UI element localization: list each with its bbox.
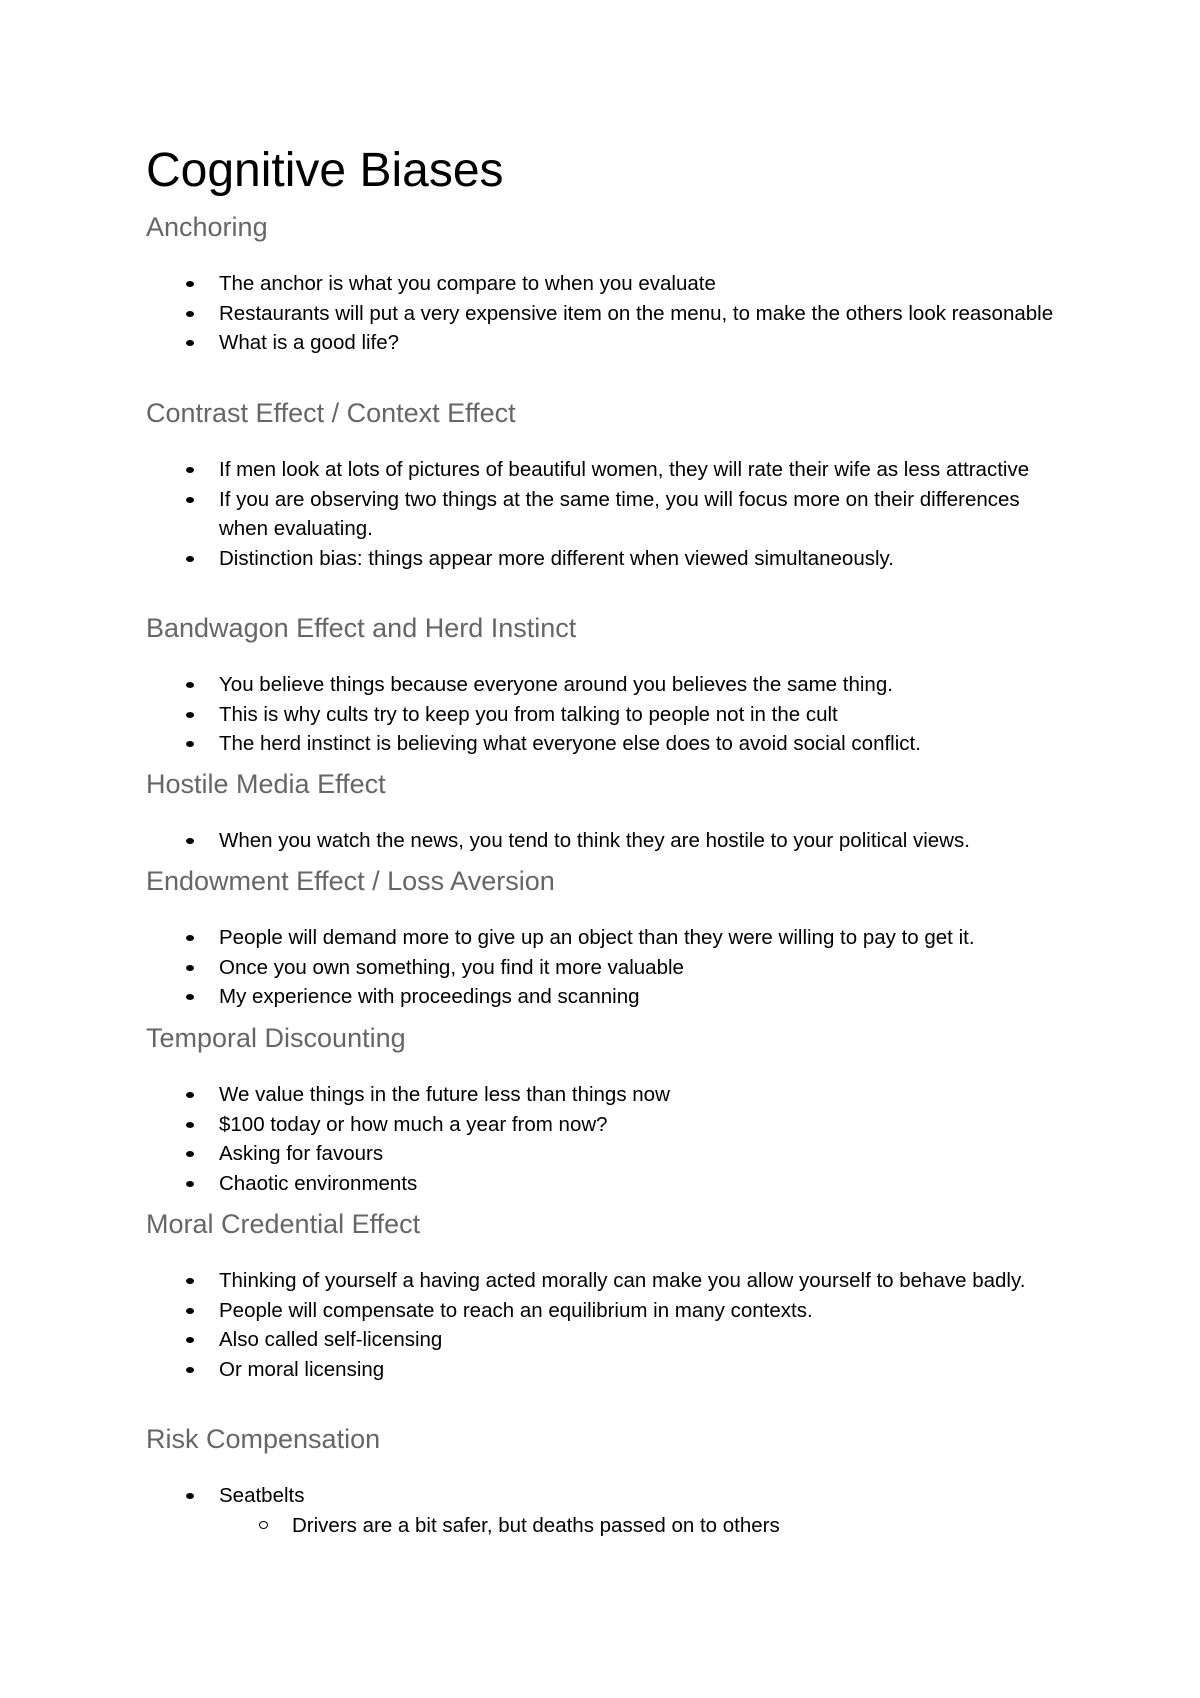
list-item-text: You believe things because everyone around you believes the same thing. xyxy=(219,673,893,696)
bullet-icon xyxy=(186,935,194,941)
list-item xyxy=(146,328,1066,358)
list-item-text: $100 today or how much a year from now? xyxy=(219,1112,608,1136)
bullet-icon xyxy=(186,1092,194,1098)
bullet-icon xyxy=(186,682,194,688)
section-hostile-media-effect xyxy=(146,767,1066,856)
list-item-text: What is a good life? xyxy=(219,331,400,354)
bullet-icon xyxy=(186,1122,194,1128)
list-item xyxy=(146,982,1066,1012)
list-item xyxy=(146,1139,1066,1169)
bullet-icon xyxy=(186,838,194,844)
section-heading: Risk Compensation xyxy=(146,1424,381,1454)
section-heading: Anchoring xyxy=(146,212,268,242)
section-heading: Endowment Effect / Loss Aversion xyxy=(146,866,555,896)
bullet-icon xyxy=(186,994,194,1000)
list-item-text: If you are observing two things at the same time, you will focus more on their differences when evaluating. xyxy=(219,487,1020,540)
bullet-icon xyxy=(186,467,194,473)
section-contrast-effect xyxy=(146,396,1066,573)
section-endowment-effect xyxy=(146,864,1066,1012)
document-title: Cognitive Biases xyxy=(146,144,504,197)
bullet-icon xyxy=(186,556,194,562)
section-heading: Hostile Media Effect xyxy=(146,769,386,799)
list-item xyxy=(146,670,1066,700)
list-item-text: Or moral licensing xyxy=(219,1357,385,1381)
list-item xyxy=(146,923,1066,953)
bullet-icon xyxy=(186,1308,194,1314)
list-item-text: My experience with proceedings and scanning xyxy=(219,985,640,1008)
section-anchoring xyxy=(146,210,1066,358)
section-heading: Moral Credential Effect xyxy=(146,1209,421,1239)
bullet-icon xyxy=(186,281,194,287)
list-item xyxy=(146,700,1066,730)
bullet-list xyxy=(146,455,1066,573)
section-heading: Temporal Discounting xyxy=(146,1023,406,1053)
section-bandwagon-effect xyxy=(146,611,1066,759)
bullet-icon xyxy=(186,1493,194,1499)
list-item-text: Seatbelts xyxy=(219,1484,305,1507)
bullet-list xyxy=(146,269,1066,358)
list-item xyxy=(146,485,1066,544)
section-moral-credential-effect xyxy=(146,1207,1066,1384)
section-heading: Bandwagon Effect and Herd Instinct xyxy=(146,613,577,643)
list-item-text: The anchor is what you compare to when you evaluate xyxy=(219,272,716,295)
bullet-icon xyxy=(186,965,194,971)
bullet-list xyxy=(146,1266,1066,1384)
list-item-text: Also called self-licensing xyxy=(219,1328,443,1351)
list-item-text: Once you own something, you find it more valuable xyxy=(219,955,684,979)
bullet-list xyxy=(146,923,1066,1012)
bullet-list xyxy=(146,826,1066,856)
list-item xyxy=(146,544,1066,574)
bullet-icon xyxy=(186,712,194,718)
list-item xyxy=(146,455,1066,485)
bullet-icon xyxy=(186,1151,194,1157)
list-item-text: Chaotic environments xyxy=(219,1171,418,1195)
bullet-icon xyxy=(186,311,194,317)
list-item-text: People will compensate to reach an equilibrium in many contexts. xyxy=(219,1298,813,1322)
list-item-text: Restaurants will put a very expensive item on the menu, to make the others look reasonable xyxy=(219,301,1054,325)
list-item xyxy=(146,1355,1066,1385)
bullet-icon xyxy=(186,340,194,346)
list-item-text: Asking for favours xyxy=(219,1142,384,1165)
list-item-text: We value things in the future less than things now xyxy=(219,1083,670,1106)
section-risk-compensation xyxy=(146,1422,1066,1540)
list-item xyxy=(146,1080,1066,1110)
list-item xyxy=(146,269,1066,299)
list-item xyxy=(146,1169,1066,1199)
list-item xyxy=(146,1296,1066,1326)
section-temporal-discounting xyxy=(146,1021,1066,1198)
list-item-text: People will demand more to give up an object than they were willing to pay to get it. xyxy=(219,926,975,949)
list-item-text: This is why cults try to keep you from talking to people not in the cult xyxy=(219,702,838,726)
bullet-icon xyxy=(186,1181,194,1187)
bullet-icon xyxy=(186,1337,194,1343)
list-item xyxy=(146,1266,1066,1296)
list-item xyxy=(146,826,1066,856)
nested-list-item xyxy=(146,1511,1066,1541)
bullet-icon xyxy=(186,1367,194,1373)
bullet-icon xyxy=(186,741,194,747)
list-item xyxy=(146,1110,1066,1140)
hollow-bullet-icon xyxy=(259,1521,268,1529)
bullet-list xyxy=(146,670,1066,759)
bullet-list xyxy=(146,1080,1066,1198)
bullet-icon xyxy=(186,497,194,503)
list-item xyxy=(146,1325,1066,1355)
list-item xyxy=(146,1481,1066,1511)
list-item-text: If men look at lots of pictures of beautiful women, they will rate their wife as less attractive xyxy=(219,458,1030,481)
list-item xyxy=(146,729,1066,759)
bullet-icon xyxy=(186,1278,194,1284)
list-item-text: The herd instinct is believing what everyone else does to avoid social conflict. xyxy=(219,732,921,755)
list-item-text: Distinction bias: things appear more different when viewed simultaneously. xyxy=(219,546,894,570)
list-item-text: Thinking of yourself a having acted morally can make you allow yourself to behave badly. xyxy=(219,1269,1026,1292)
list-item xyxy=(146,299,1066,329)
section-heading: Contrast Effect / Context Effect xyxy=(146,398,516,428)
bullet-list xyxy=(146,1481,1066,1540)
list-item-text: When you watch the news, you tend to think they are hostile to your political views. xyxy=(219,829,970,852)
list-item-text: Drivers are a bit safer, but deaths passed on to others xyxy=(292,1513,780,1537)
list-item xyxy=(146,953,1066,983)
